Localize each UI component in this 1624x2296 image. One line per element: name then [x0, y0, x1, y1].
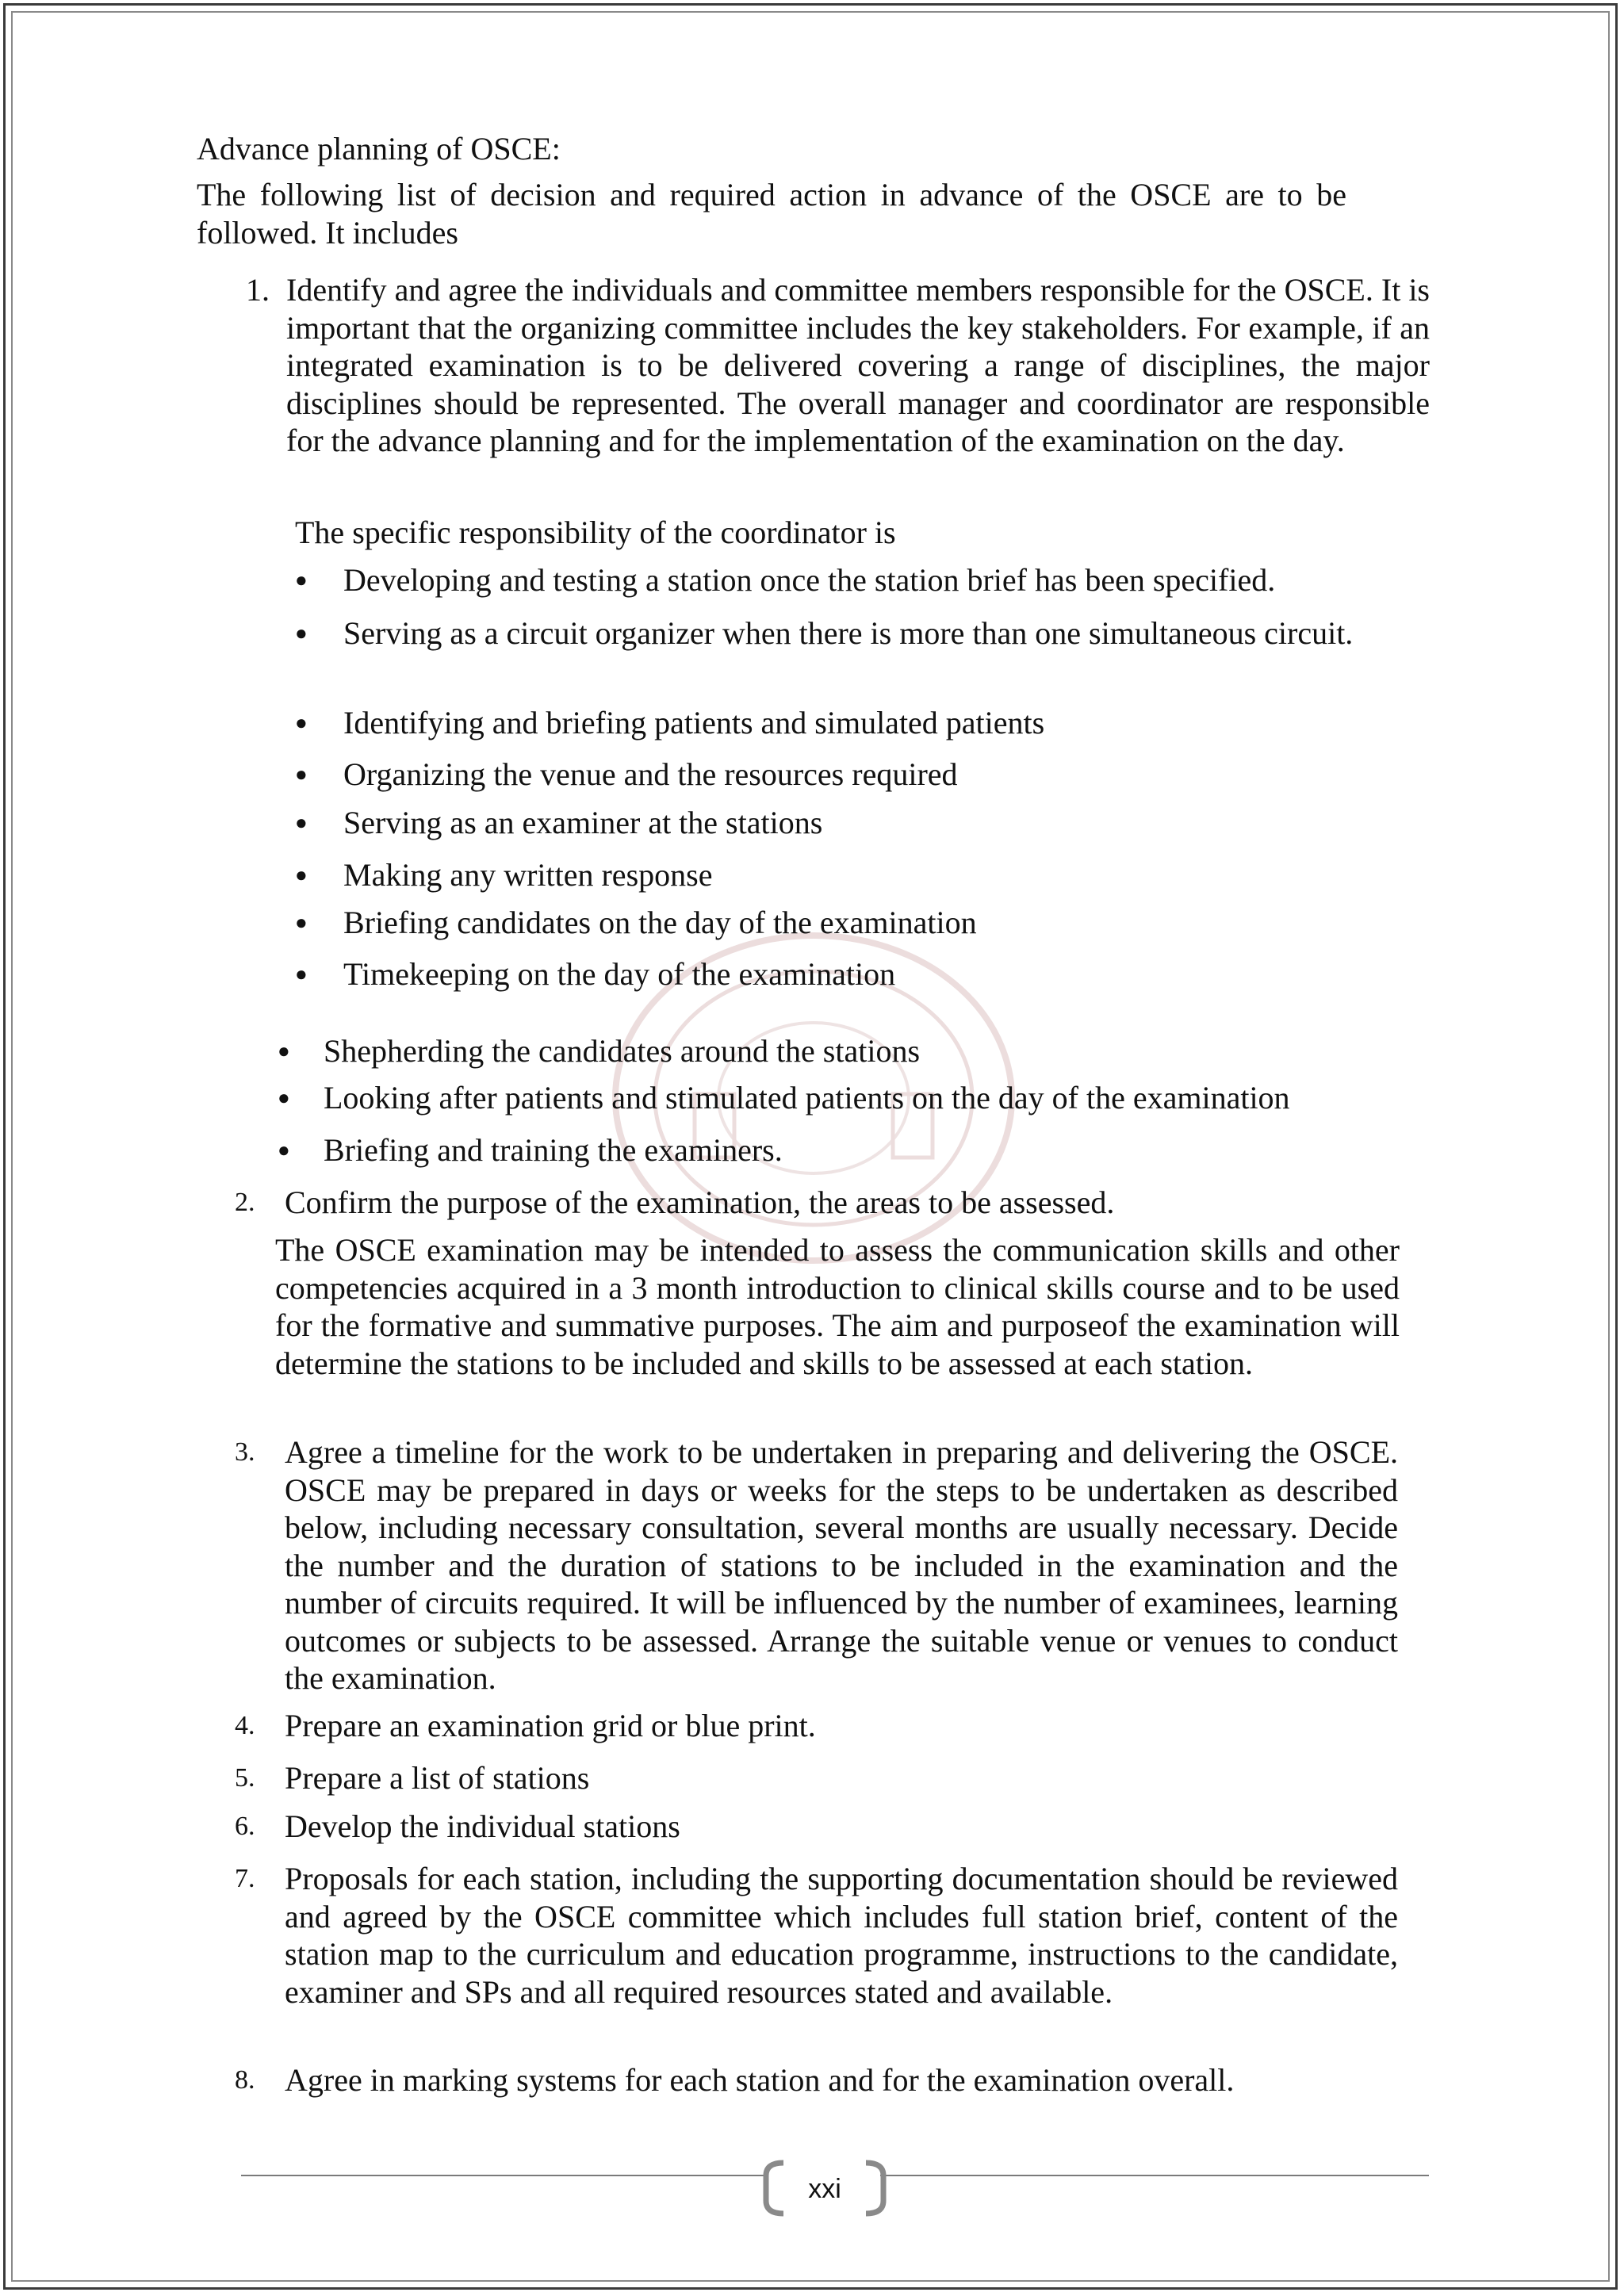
bullet-item: Developing and testing a station once the station brief has been specified.: [343, 562, 1276, 598]
coordinator-subheading: The specific responsibility of the coordinator is: [295, 515, 896, 550]
page-number: xxi: [808, 2174, 841, 2204]
item-4-number: 4.: [235, 1711, 255, 1740]
bullet-marker: ●: [295, 763, 308, 786]
bullet-marker: ●: [295, 711, 308, 734]
bullet-item: Looking after patients and stimulated patients on the day of the examination: [324, 1080, 1290, 1115]
bullet-marker: ●: [295, 622, 308, 645]
item-6-number: 6.: [235, 1812, 255, 1841]
bullet-marker: ●: [278, 1086, 290, 1109]
bullet-item: Briefing candidates on the day of the examination: [343, 905, 977, 940]
bullet-marker: ●: [295, 962, 308, 985]
item-7-number: 7.: [235, 1864, 255, 1893]
bullet-item: Timekeeping on the day of the examination: [343, 956, 896, 992]
bullet-item: Identifying and briefing patients and simulated patients: [343, 705, 1045, 740]
bullet-item: Organizing the venue and the resources required: [343, 756, 958, 792]
item-2-paragraph: The OSCE examination may be intended to assess the communication skills and other competencies acquired in a 3 month introduction to clinical skills course and to be used for the formative and summative purposes. The aim and purposeof the examination will determine the stations to be included and skills to be assessed at each station.: [275, 1232, 1400, 1381]
bullet-marker: ●: [278, 1138, 290, 1161]
item-3-number: 3.: [235, 1437, 255, 1467]
item-7-text: Proposals for each station, including the supporting documentation should be reviewed and agreed by the OSCE committee which includes full station brief, content of the station map to the curriculum and education programme, instructions to the candidate, examiner and SPs and all required resources stated and available.: [285, 1861, 1398, 2010]
item-2-text: Confirm the purpose of the examination, the areas to be assessed.: [285, 1184, 1115, 1220]
bullet-item: Serving as a circuit organizer when there is more than one simultaneous circuit.: [343, 615, 1354, 651]
bullet-marker: ●: [295, 568, 308, 591]
item-5-number: 5.: [235, 1763, 255, 1793]
footer-rule-left: [241, 2175, 764, 2176]
bullet-item: Serving as an examiner at the stations: [343, 805, 823, 840]
bullet-marker: ●: [295, 863, 308, 886]
item-6-text: Develop the individual stations: [285, 1808, 680, 1844]
item-1-number: 1.: [246, 272, 270, 308]
section-heading: Advance planning of OSCE:: [197, 131, 561, 166]
item-4-text: Prepare an examination grid or blue print.: [285, 1708, 816, 1743]
footer-rule-right: [880, 2175, 1429, 2176]
bullet-marker: ●: [278, 1039, 290, 1062]
item-2-number: 2.: [235, 1188, 255, 1217]
footer-right-bracket: [861, 2160, 890, 2217]
bullet-item: Making any written response: [343, 857, 713, 893]
item-5-text: Prepare a list of stations: [285, 1760, 590, 1796]
intro-paragraph: The following list of decision and required action in advance of the OSCE are to be followed. It includes: [197, 177, 1346, 251]
item-1-text: Identify and agree the individuals and committee members responsible for the OSCE. It is important that the organizing committee includes the key stakeholders. For example, if an integrated examination is to be delivered covering a range of disciplines, the major disciplines should be represented. The overall manager and coordinator are responsible for the advance planning and for the implementation of the examination on the day.: [286, 272, 1430, 458]
footer-left-bracket: [760, 2160, 788, 2217]
item-8-text: Agree in marking systems for each station and for the examination overall.: [285, 2062, 1235, 2098]
bullet-item: Shepherding the candidates around the stations: [324, 1033, 921, 1069]
bullet-marker: ●: [295, 811, 308, 834]
bullet-item: Briefing and training the examiners.: [324, 1132, 783, 1168]
item-8-number: 8.: [235, 2065, 255, 2095]
bullet-marker: ●: [295, 911, 308, 934]
item-3-text: Agree a timeline for the work to be undertaken in preparing and delivering the OSCE. OSCE may be prepared in days or weeks for the steps to be undertaken as described below, including necessary consultation, several months are usually necessary. Decide the number and the duration of stations to be included in the examination and the number of circuits required. It will be influenced by the number of examinees, learning outcomes or subjects to be assessed. Arrange the suitable venue or venues to conduct the examination.: [285, 1434, 1398, 1696]
